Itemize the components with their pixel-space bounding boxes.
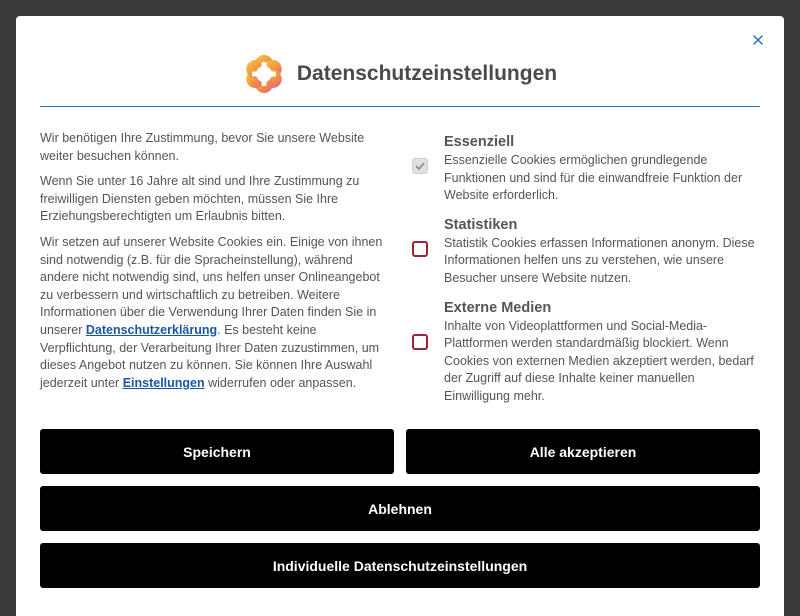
dialog-header [40,42,760,106]
intro-paragraph-2: Wenn Sie unter 16 Jahre alt sind und Ihre Zustimmung zu freiwilligen Diensten geben möchten, müssen Sie Ihre Erziehungsberechtigten um Erlaubnis bitten. [40,174,360,224]
category-title: Externe Medien [444,299,552,316]
external-media-checkbox[interactable] [412,334,428,350]
category-essential [412,132,760,205]
category-title: Statistiken [444,216,518,233]
privacy-dialog [16,16,784,616]
essential-checkbox[interactable] [412,158,428,174]
save-button[interactable]: Speichern [40,429,394,474]
intro-paragraph-3 [40,234,392,392]
statistics-checkbox[interactable] [412,241,428,257]
header-divider [40,106,760,107]
individual-settings-button[interactable]: Individuelle Datenschutzeinstellungen [40,543,760,588]
category-description: Statistik Cookies erfassen Informationen anonym. Diese Informationen helfen uns zu verstehen, wie unsere Besucher unsere Website nutzen. [444,235,755,285]
settings-link[interactable]: Einstellungen [122,375,205,390]
category-description: Inhalte von Videoplattformen und Social-Media-Plattformen werden standardmäßig blockiert. Wenn Cookies von externen Medien akzeptiert werden, bedarf der Zugriff auf diese Inhalte keiner manuellen Einwilligung mehr. [444,318,754,403]
intro-paragraph-3-text: Wir setzen auf unserer Website Cookies ein. Einige von ihnen sind notwendig (z.B. für die Spracheinstellung), während andere nicht notwendig sind, uns helfen unser Onlineangebot zu verbessern und wirtschaftlich zu betreiben. Weitere Informationen über die Verwendung Ihrer Daten finden Sie in unserer [40,234,383,337]
cookie-categories [412,132,760,416]
dialog-title: Datenschutzeinstellungen [296,62,558,85]
intro-text [40,130,392,400]
accept-all-button[interactable]: Alle akzeptieren [406,429,760,474]
intro-paragraph-1: Wir benötigen Ihre Zustimmung, bevor Sie unsere Website weiter besuchen können. [40,131,365,163]
reject-button[interactable]: Ablehnen [40,486,760,531]
gear-flower-logo-icon [243,53,285,95]
category-external-media [412,298,760,406]
checkmark-icon [415,162,425,170]
category-title: Essenziell [444,134,515,150]
category-description: Essenzielle Cookies ermöglichen grundlegende Funktionen und sind für die einwandfreie Funktion der Website erforderlich. [444,153,743,203]
privacy-policy-link[interactable]: Datenschutzerklärung [85,322,218,337]
category-statistics [412,215,760,288]
intro-paragraph-3-text-end: widerrufen oder anpassen. [204,375,357,390]
intro-paragraph-3-text-middle: . Es besteht keine Verpflichtung, der Verarbeitung Ihrer Daten zuzustimmen, um dieses Angebot nutzen zu können. Sie können Ihre Auswahl jederzeit unter [40,322,380,390]
